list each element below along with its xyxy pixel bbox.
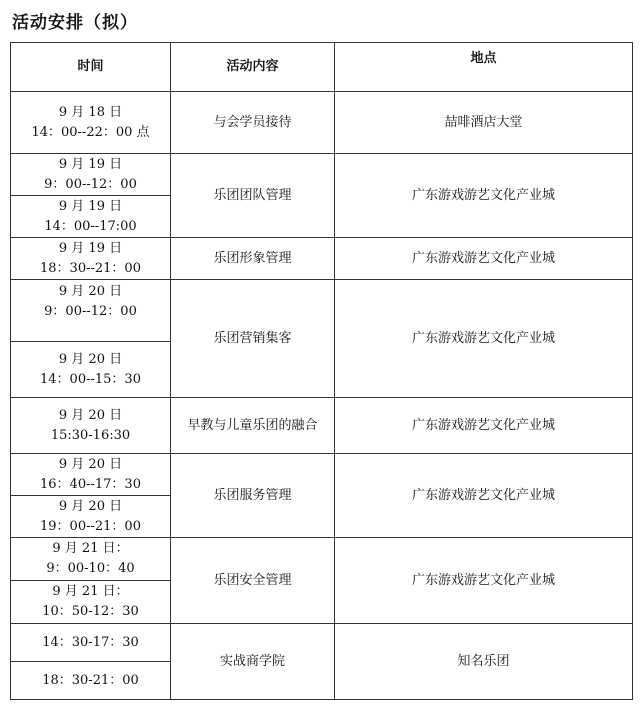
location-cell: 广东游戏游艺文化产业城 — [335, 154, 633, 238]
date-text: 9 月 20 日 — [58, 351, 123, 367]
time-cell — [11, 581, 171, 624]
content-cell: 实战商学院 — [171, 624, 335, 700]
time-range-text: 9：00--12：00 — [44, 304, 137, 319]
content-cell: 早教与儿童乐团的融合 — [171, 398, 335, 454]
location-cell: 广东游戏游艺文化产业城 — [335, 238, 633, 280]
location-cell: 广东游戏游艺文化产业城 — [335, 398, 633, 454]
content-cell: 与会学员接待 — [171, 92, 335, 154]
header-location: 地点 — [335, 43, 633, 92]
time-range-text: 15:30-16:30 — [50, 427, 131, 443]
time-range-text: 14：00--17:00 — [44, 218, 137, 234]
time-range-text: 16：40--17：30 — [40, 476, 141, 492]
location-cell: 广东游戏游艺文化产业城 — [335, 454, 633, 538]
table-row — [11, 154, 633, 196]
table-row — [11, 538, 633, 581]
time-cell — [11, 496, 171, 538]
content-cell: 乐团营销集客 — [171, 280, 335, 398]
time-cell — [11, 238, 171, 280]
content-cell: 乐团团队管理 — [171, 154, 335, 238]
content-cell: 乐团服务管理 — [171, 454, 335, 538]
schedule-table — [10, 42, 633, 700]
date-text: 9 月 21 日： — [52, 584, 129, 599]
location-cell: 广东游戏游艺文化产业城 — [335, 280, 633, 398]
table-row — [11, 454, 633, 496]
date-text: 9 月 20 日 — [58, 456, 123, 472]
date-text: 9 月 20 日 — [58, 284, 123, 299]
table-header-row — [11, 43, 633, 92]
time-range-text: 18：30-21：00 — [42, 672, 139, 688]
time-cell — [11, 538, 171, 581]
table-row — [11, 92, 633, 154]
time-cell — [11, 624, 171, 662]
date-text: 9 月 18 日 — [58, 104, 123, 120]
time-cell — [11, 454, 171, 496]
location-cell: 喆啡酒店大堂 — [335, 92, 633, 154]
time-range-text: 14：30-17：30 — [42, 634, 139, 650]
date-text: 9 月 20 日 — [58, 498, 123, 514]
time-cell — [11, 154, 171, 196]
date-text: 9 月 21 日： — [52, 541, 129, 556]
time-range-text: 14：00--22：00 点 — [31, 124, 150, 140]
content-cell: 乐团形象管理 — [171, 238, 335, 280]
time-range-text: 10：50-12：30 — [42, 604, 139, 619]
content-cell: 乐团安全管理 — [171, 538, 335, 624]
date-text: 9 月 19 日 — [58, 240, 123, 256]
date-text: 9 月 19 日 — [58, 156, 123, 172]
location-cell: 知名乐团 — [335, 624, 633, 700]
time-cell — [11, 662, 171, 700]
time-range-text: 18：30--21：00 — [40, 260, 141, 276]
header-content: 活动内容 — [171, 43, 335, 92]
time-range-text: 9：00--12：00 — [44, 176, 137, 192]
table-row — [11, 624, 633, 662]
header-time: 时间 — [11, 43, 171, 92]
time-range-text: 9：00-10：40 — [46, 561, 135, 576]
time-cell — [11, 342, 171, 398]
table-row — [11, 398, 633, 454]
time-cell — [11, 92, 171, 154]
table-row — [11, 238, 633, 280]
time-range-text: 14：00--15：30 — [40, 371, 141, 387]
location-cell: 广东游戏游艺文化产业城 — [335, 538, 633, 624]
page-title: 活动安排（拟） — [12, 13, 138, 33]
table-row — [11, 280, 633, 342]
date-text: 9 月 20 日 — [58, 407, 123, 423]
time-range-text: 19：00--21：00 — [40, 518, 141, 534]
time-cell — [11, 196, 171, 238]
date-text: 9 月 19 日 — [58, 198, 123, 214]
time-cell — [11, 398, 171, 454]
time-cell — [11, 280, 171, 342]
